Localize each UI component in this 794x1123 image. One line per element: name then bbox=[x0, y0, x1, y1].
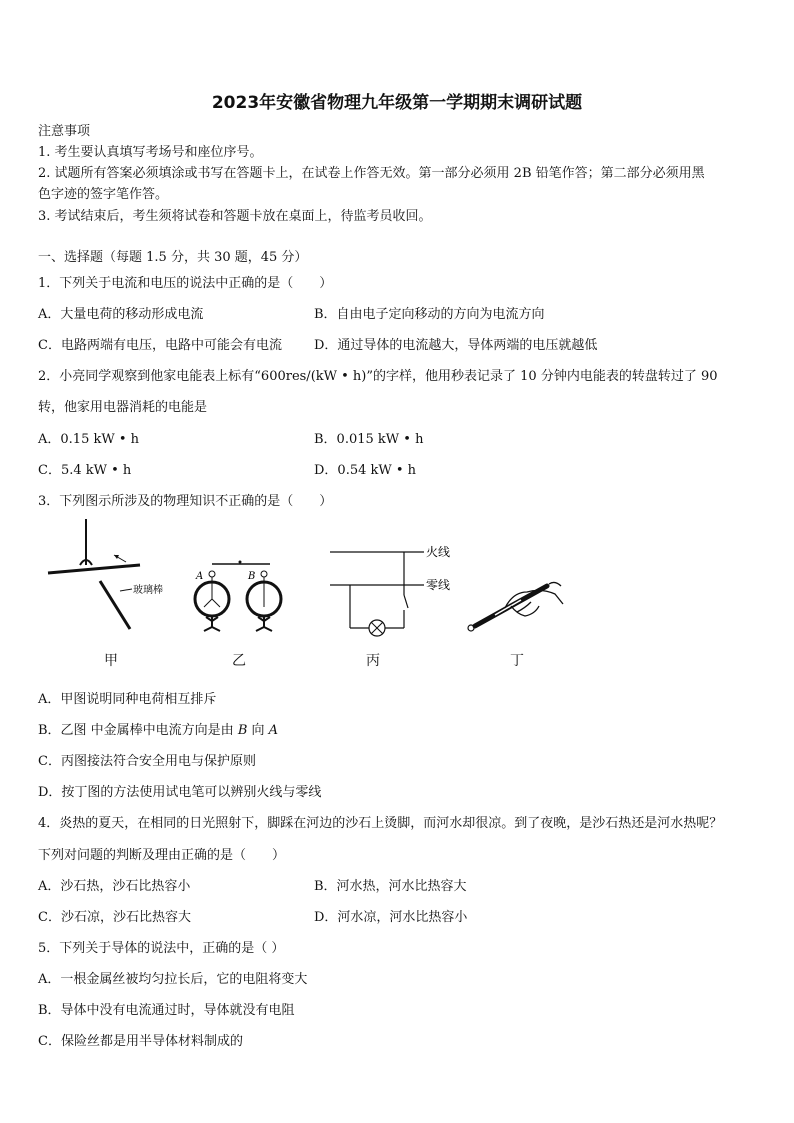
figure-label-bing: 丙 bbox=[366, 653, 380, 669]
q3-option-b-mid: 向 bbox=[247, 723, 269, 738]
leaf-a1 bbox=[204, 599, 212, 607]
glass-rod-label: 玻璃棒 bbox=[133, 585, 163, 596]
q2-option-b: B．0.015 kW • h bbox=[314, 432, 424, 447]
figure-jia bbox=[40, 515, 180, 645]
notice-item-2: 2. 试题所有答案必须填涂或书写在答题卡上，在试卷上作答无效。第一部分必须用 2B 铅笔作答；第二部分必须用黑 bbox=[38, 166, 705, 181]
q3-option-b bbox=[38, 719, 278, 738]
q2-option-d: D．0.54 kW • h bbox=[314, 463, 417, 478]
q3-option-a: A．甲图说明同种电荷相互排斥 bbox=[38, 692, 217, 707]
q2-option-c: C．5.4 kW • h bbox=[38, 463, 132, 478]
label-b: B bbox=[248, 571, 256, 582]
leaf-a2 bbox=[212, 599, 220, 607]
q4-stem-line1: 4．炎热的夏天，在相同的日光照射下，脚踩在河边的沙石上烫脚，而河水却很凉。到了夜晚，是沙石热还是河水热呢？ bbox=[38, 816, 723, 831]
q3-option-b-from: B bbox=[237, 723, 248, 738]
figure-label-jia: 甲 bbox=[104, 653, 118, 669]
q4-option-b: B．河水热，河水比热容大 bbox=[314, 879, 467, 894]
q2-stem-line1: 2．小亮同学观察到他家电能表上标有“600res/(kW • h)”的字样，他用秒表记录了 10 分钟内电能表的转盘转过了 90 bbox=[38, 369, 718, 384]
q5-option-a: A．一根金属丝被均匀拉长后，它的电阻将变大 bbox=[38, 972, 308, 987]
q3-stem: 3．下列图示所涉及的物理知识不正确的是（ ） bbox=[38, 494, 333, 509]
switch bbox=[404, 595, 408, 608]
q2-stem-line2: 转，他家用电器消耗的电能是 bbox=[38, 400, 208, 415]
pen-tip bbox=[468, 625, 474, 631]
q2-option-a: A．0.15 kW • h bbox=[38, 432, 140, 447]
label-leader bbox=[120, 589, 132, 591]
hand bbox=[505, 582, 563, 616]
q3-option-b-text: B．乙图 中金属棒中电流方向是由 bbox=[38, 723, 238, 738]
q4-option-a: A．沙石热，沙石比热容小 bbox=[38, 879, 191, 894]
knob-b bbox=[261, 571, 267, 577]
live-wire-label: 火线 bbox=[426, 545, 451, 559]
page-title: 2023年安徽省物理九年级第一学期期末调研试题 bbox=[211, 93, 583, 113]
figure-bing bbox=[328, 540, 463, 640]
q5-stem: 5．下列关于导体的说法中，正确的是（ ） bbox=[38, 941, 285, 956]
q3-option-b-to: A bbox=[268, 723, 279, 738]
q4-stem-line2: 下列对问题的判断及理由正确的是（ ） bbox=[38, 848, 286, 863]
notice-item-2-cont: 色字迹的签字笔作答。 bbox=[38, 187, 169, 202]
q1-option-a: A．大量电荷的移动形成电流 bbox=[38, 307, 204, 322]
notice-item-3: 3. 考试结束后，考生须将试卷和答题卡放在桌面上，待监考员收回。 bbox=[38, 209, 432, 224]
neutral-wire-label: 零线 bbox=[426, 578, 451, 592]
figure-label-yi: 乙 bbox=[232, 653, 246, 669]
stand-b bbox=[256, 616, 272, 631]
q3-option-c: C．丙图接法符合安全用电与保护原则 bbox=[38, 754, 256, 769]
figure-label-ding: 丁 bbox=[510, 653, 524, 669]
section-heading: 一、选择题（每题 1.5 分，共 30 题，45 分） bbox=[38, 250, 308, 265]
q4-option-c: C．沙石凉，沙石比热容大 bbox=[38, 910, 191, 925]
stand-a bbox=[204, 616, 220, 631]
figure-ding bbox=[465, 568, 570, 638]
q3-option-d: D．按丁图的方法使用试电笔可以辨别火线与零线 bbox=[38, 785, 322, 800]
q5-option-b: B．导体中没有电流通过时，导体就没有电阻 bbox=[38, 1003, 295, 1018]
notice-heading: 注意事项 bbox=[38, 124, 91, 139]
suspended-rod bbox=[48, 565, 140, 573]
q1-stem: 1．下列关于电流和电压的说法中正确的是（ ） bbox=[38, 276, 333, 291]
glass-rod bbox=[100, 581, 130, 629]
rod-mark bbox=[239, 561, 242, 564]
label-a: A bbox=[196, 571, 204, 582]
figure-yi bbox=[190, 555, 300, 640]
knob-a bbox=[209, 571, 215, 577]
q1-option-c: C．电路两端有电压，电路中可能会有电流 bbox=[38, 338, 282, 353]
q5-option-c: C．保险丝都是用半导体材料制成的 bbox=[38, 1034, 243, 1049]
q4-option-d: D．河水凉，河水比热容小 bbox=[314, 910, 468, 925]
q1-option-b: B．自由电子定向移动的方向为电流方向 bbox=[314, 307, 545, 322]
notice-item-1: 1. 考生要认真填写考场号和座位序号。 bbox=[38, 145, 263, 160]
q1-option-d: D．通过导体的电流越大，导体两端的电压就越低 bbox=[314, 338, 598, 353]
